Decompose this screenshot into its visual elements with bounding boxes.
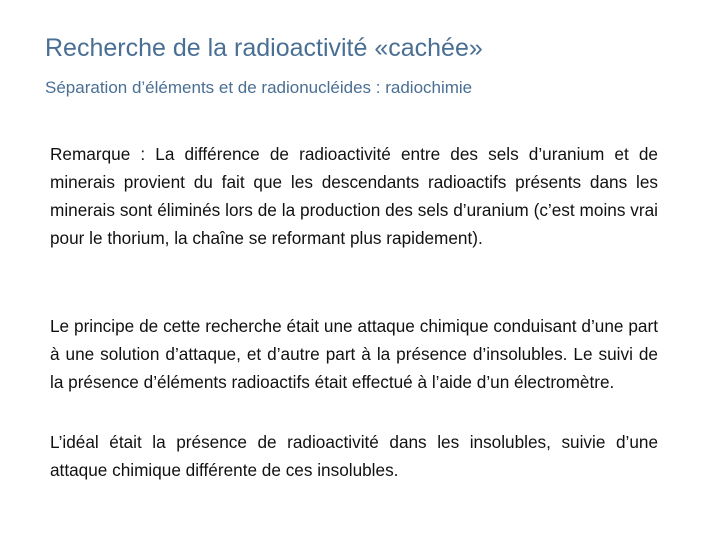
body-paragraph-principle: Le principe de cette recherche était une attaque chimique conduisant d’une part à une solution d’attaque, et d’autre part à la présence d’insolubles. Le suivi de la présence d’éléments radioactifs était effectué à l’aide d’un électromètre. [50, 316, 658, 392]
body-paragraph-remark: Remarque : La différence de radioactivité entre des sels d’uranium et de minerais provient du fait que les descendants radioactifs présents dans les minerais sont éliminés lors de la production des sels d’uranium (c’est moins vrai pour le thorium, la chaîne se reformant plus rapidement). [50, 144, 658, 248]
slide-subtitle: Séparation d’éléments et de radionucléides : radiochimie [45, 78, 473, 97]
body-paragraph-ideal: L’idéal était la présence de radioactivité dans les insolubles, suivie d’une attaque chimique différente de ces insolubles. [50, 432, 658, 480]
slide-title: Recherche de la radioactivité «cachée» [45, 34, 483, 62]
